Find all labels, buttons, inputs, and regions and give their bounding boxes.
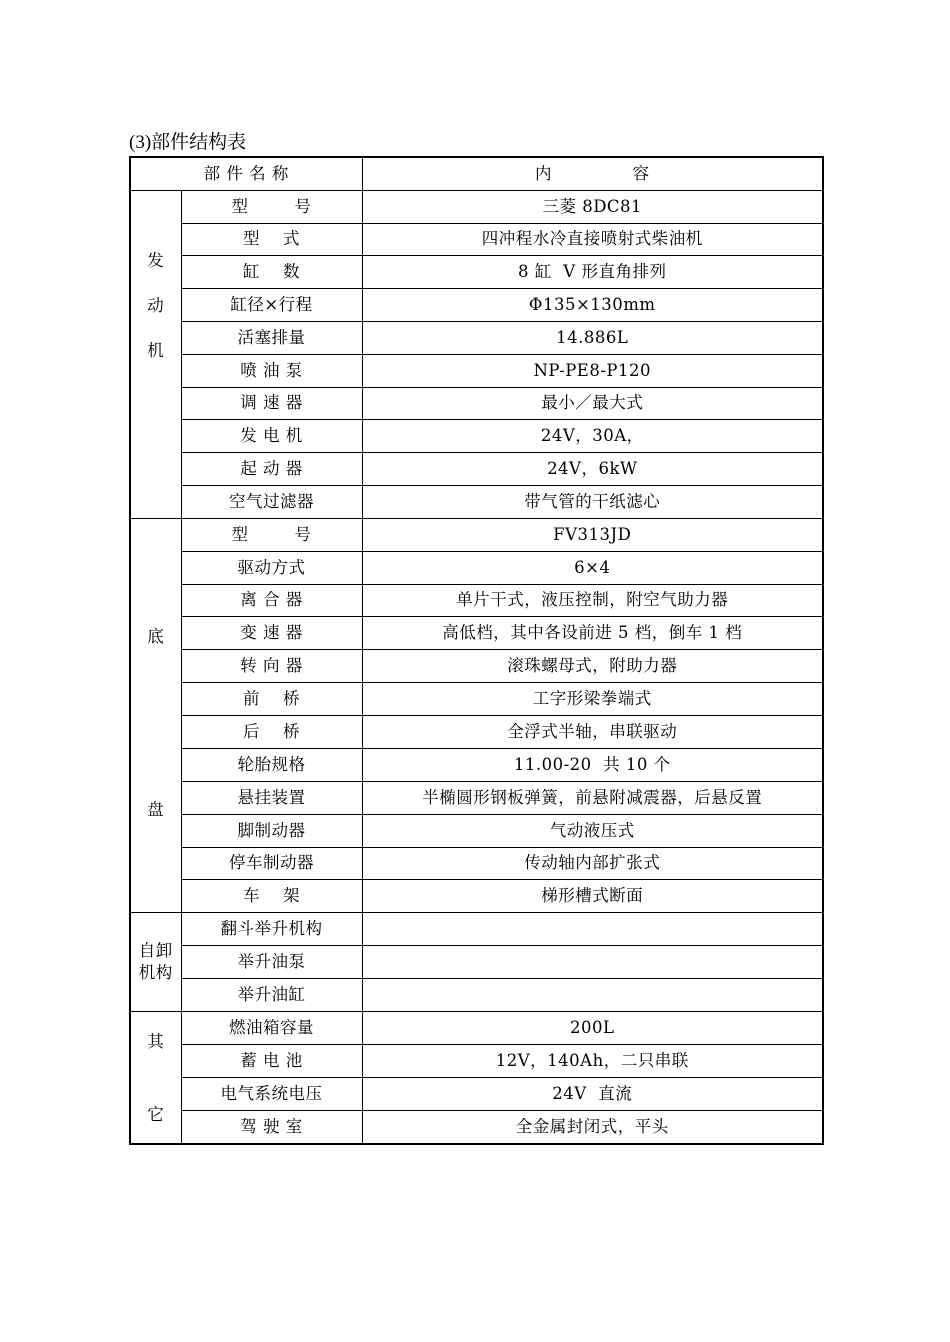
table-row <box>130 748 823 781</box>
part-name-cell: 型 号 <box>181 190 362 223</box>
part-content-cell: FV313JD <box>362 518 823 551</box>
part-name-cell: 车 架 <box>181 880 362 913</box>
group-label-top: 其 <box>147 1031 165 1051</box>
part-name-cell: 脚制动器 <box>181 814 362 847</box>
part-name-cell: 轮胎规格 <box>181 748 362 781</box>
part-name-cell: 空气过滤器 <box>181 485 362 518</box>
table-row <box>130 289 823 322</box>
group-label-top: 底 <box>147 626 165 646</box>
table-row <box>130 190 823 223</box>
group-label-char: 动 <box>147 296 165 316</box>
part-content-cell: 11.00-20 共 10 个 <box>362 748 823 781</box>
part-name-cell: 电气系统电压 <box>181 1077 362 1110</box>
group-label-bottom: 盘 <box>147 800 165 820</box>
table-row <box>130 847 823 880</box>
part-content-cell: Φ135×130mm <box>362 289 823 322</box>
part-content-cell: 滚珠螺母式，附助力器 <box>362 650 823 683</box>
part-name-cell: 驱动方式 <box>181 551 362 584</box>
part-content-cell <box>362 913 823 946</box>
part-name-cell: 离 合 器 <box>181 584 362 617</box>
part-name-cell: 发 电 机 <box>181 420 362 453</box>
part-content-cell: 全浮式半轴，串联驱动 <box>362 716 823 749</box>
part-content-cell: 半椭圆形钢板弹簧，前悬附减震器，后悬反置 <box>362 781 823 814</box>
part-content-cell: 气动液压式 <box>362 814 823 847</box>
part-name-cell: 蓄 电 池 <box>181 1044 362 1077</box>
table-row <box>130 223 823 256</box>
table-header-row <box>130 157 823 190</box>
table-row <box>130 617 823 650</box>
group-label-char: 发 <box>147 251 165 271</box>
part-name-cell: 后 桥 <box>181 716 362 749</box>
table-row <box>130 387 823 420</box>
table-row <box>130 913 823 946</box>
header-part-name: 部 件 名 称 <box>130 157 362 190</box>
part-name-cell: 喷 油 泵 <box>181 354 362 387</box>
table-row <box>130 1044 823 1077</box>
part-name-cell: 举升油泵 <box>181 946 362 979</box>
part-name-cell: 前 桥 <box>181 683 362 716</box>
part-name-cell: 停车制动器 <box>181 847 362 880</box>
part-content-cell: NP-PE8-P120 <box>362 354 823 387</box>
table-row <box>130 946 823 979</box>
part-content-cell: 单片干式，液压控制，附空气助力器 <box>362 584 823 617</box>
table-row <box>130 256 823 289</box>
part-name-cell: 起 动 器 <box>181 453 362 486</box>
part-name-cell: 缸 数 <box>181 256 362 289</box>
part-content-cell: 12V，140Ah，二只串联 <box>362 1044 823 1077</box>
table-row <box>130 485 823 518</box>
part-name-cell: 举升油缸 <box>181 978 362 1011</box>
group-label-char: 机 <box>147 341 165 361</box>
part-content-cell: 梯形槽式断面 <box>362 880 823 913</box>
group-label-bottom: 它 <box>147 1104 165 1124</box>
part-content-cell: 四冲程水冷直接喷射式柴油机 <box>362 223 823 256</box>
part-name-cell: 型 式 <box>181 223 362 256</box>
part-content-cell: 最小／最大式 <box>362 387 823 420</box>
part-content-cell: 带气管的干纸滤心 <box>362 485 823 518</box>
part-content-cell: 全金属封闭式，平头 <box>362 1110 823 1144</box>
table-row <box>130 716 823 749</box>
table-row <box>130 1011 823 1044</box>
table-row <box>130 650 823 683</box>
part-name-cell: 活塞排量 <box>181 321 362 354</box>
part-content-cell: 传动轴内部扩张式 <box>362 847 823 880</box>
table-row <box>130 321 823 354</box>
part-name-cell: 悬挂装置 <box>181 781 362 814</box>
page-title: (3)部件结构表 <box>129 132 247 153</box>
group-label-chassis <box>130 518 181 913</box>
part-content-cell: 24V 直流 <box>362 1077 823 1110</box>
header-content: 内 容 <box>362 157 823 190</box>
table-row <box>130 354 823 387</box>
group-label-dump <box>130 913 181 1011</box>
group-label-engine <box>130 190 181 518</box>
table-row <box>130 453 823 486</box>
part-name-cell: 调 速 器 <box>181 387 362 420</box>
table-row <box>130 781 823 814</box>
component-structure-table <box>129 156 824 1145</box>
part-name-cell: 变 速 器 <box>181 617 362 650</box>
part-content-cell <box>362 946 823 979</box>
table-row <box>130 584 823 617</box>
part-content-cell <box>362 978 823 1011</box>
part-content-cell: 24V，30A， <box>362 420 823 453</box>
table-row <box>130 551 823 584</box>
part-name-cell: 缸径×行程 <box>181 289 362 322</box>
table-row <box>130 1110 823 1144</box>
part-content-cell: 高低档，其中各设前进 5 档，倒车 1 档 <box>362 617 823 650</box>
part-content-cell: 8 缸 V 形直角排列 <box>362 256 823 289</box>
table-row <box>130 880 823 913</box>
table-row <box>130 1077 823 1110</box>
table-row <box>130 518 823 551</box>
part-content-cell: 三菱 8DC81 <box>362 190 823 223</box>
table-row <box>130 420 823 453</box>
part-name-cell: 燃油箱容量 <box>181 1011 362 1044</box>
table-row <box>130 814 823 847</box>
part-content-cell: 200L <box>362 1011 823 1044</box>
part-name-cell: 翻斗举升机构 <box>181 913 362 946</box>
part-content-cell: 24V，6kW <box>362 453 823 486</box>
group-label-other <box>130 1011 181 1144</box>
part-content-cell: 14.886L <box>362 321 823 354</box>
table-row <box>130 683 823 716</box>
part-name-cell: 转 向 器 <box>181 650 362 683</box>
part-content-cell: 工字形梁拳端式 <box>362 683 823 716</box>
part-content-cell: 6×4 <box>362 551 823 584</box>
part-name-cell: 型 号 <box>181 518 362 551</box>
part-name-cell: 驾 驶 室 <box>181 1110 362 1144</box>
group-label-text: 自卸 机构 <box>138 941 173 983</box>
table-row <box>130 978 823 1011</box>
